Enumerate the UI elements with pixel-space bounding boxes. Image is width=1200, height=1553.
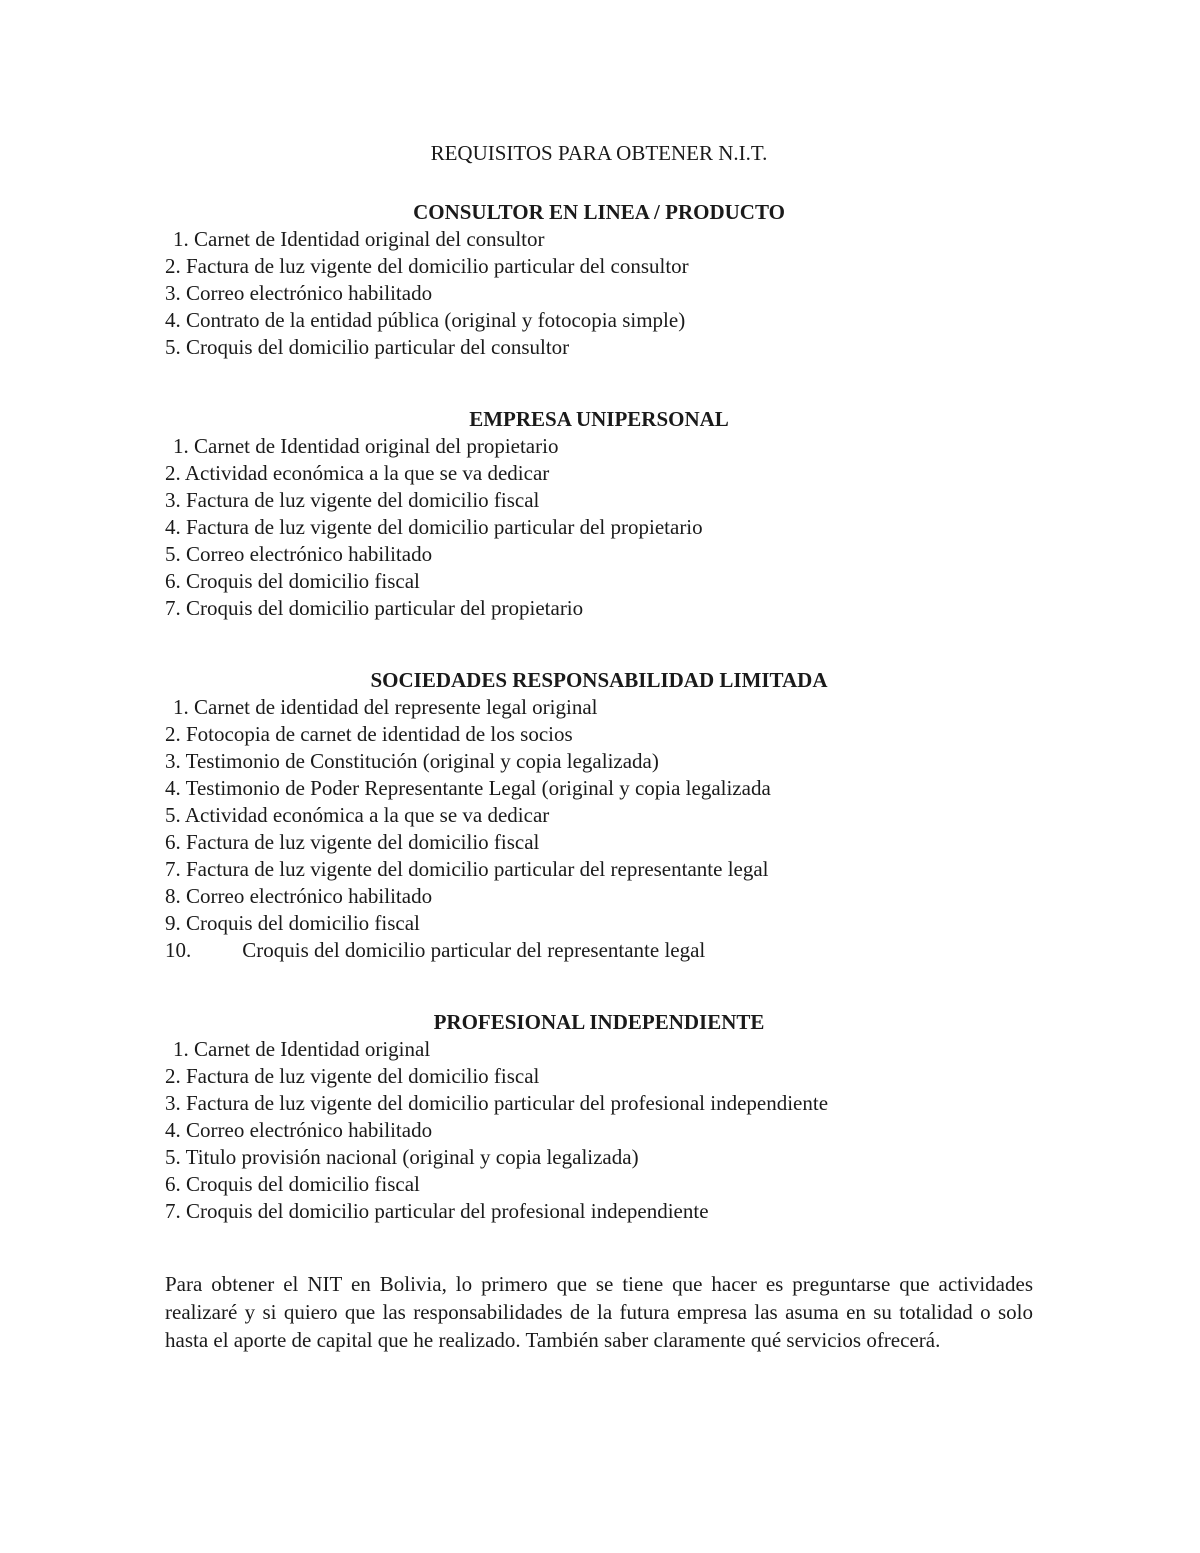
list-item [165, 856, 1033, 883]
item-number: 3. [165, 488, 181, 512]
item-number: 1. [173, 695, 189, 719]
section-heading: EMPRESA UNIPERSONAL [469, 407, 729, 431]
item-number: 1. [173, 227, 189, 251]
list-item [165, 541, 1033, 568]
item-text: Testimonio de Poder Representante Legal (original y copia legalizada [185, 776, 771, 800]
list-item [165, 748, 1033, 775]
item-number: 4. [165, 1118, 181, 1142]
list-item [165, 514, 1033, 541]
item-text: Carnet de identidad del represente legal original [194, 695, 598, 719]
item-text: Factura de luz vigente del domicilio particular del representante legal [186, 857, 769, 881]
item-text: Titulo provisión nacional (original y copia legalizada) [185, 1145, 639, 1169]
list-item [165, 883, 1033, 910]
item-text: Factura de luz vigente del domicilio fiscal [186, 1064, 540, 1088]
list-item [165, 937, 1033, 964]
list-item [165, 595, 1033, 622]
section-heading: CONSULTOR EN LINEA / PRODUCTO [413, 200, 785, 224]
item-number: 2. [165, 1064, 181, 1088]
requirements-section [165, 199, 1033, 361]
item-text: Factura de luz vigente del domicilio fiscal [186, 488, 540, 512]
item-text: Correo electrónico habilitado [186, 281, 433, 305]
section-heading: PROFESIONAL INDEPENDIENTE [433, 1010, 765, 1034]
item-number: 1. [173, 1037, 189, 1061]
sections-container [165, 199, 1033, 1225]
item-number: 2. [165, 722, 181, 746]
item-number: 5. [165, 803, 181, 827]
section-heading: SOCIEDADES RESPONSABILIDAD LIMITADA [370, 668, 828, 692]
requirements-list [165, 1036, 1033, 1225]
item-text: Croquis del domicilio particular del consultor [186, 335, 570, 359]
list-item [165, 487, 1033, 514]
item-number: 4. [165, 776, 181, 800]
list-item [165, 280, 1033, 307]
closing-paragraph: Para obtener el NIT en Bolivia, lo primero que se tiene que hacer es preguntarse que actividades realizaré y si quiero que las responsabilidades de la futura empresa las asuma en su totalidad o solo hasta el aporte de capital que he realizado. También saber claramente qué servicios ofrecerá. [165, 1272, 1033, 1352]
requirements-section [165, 406, 1033, 622]
list-item [165, 226, 1033, 253]
item-number: 6. [165, 1172, 181, 1196]
item-text: Contrato de la entidad pública (original y fotocopia simple) [186, 308, 686, 332]
list-item [165, 1090, 1033, 1117]
document-title: REQUISITOS PARA OBTENER N.I.T. [430, 141, 768, 165]
item-text: Croquis del domicilio fiscal [186, 1172, 420, 1196]
list-item [165, 253, 1033, 280]
list-item [165, 1063, 1033, 1090]
item-number: 10. [165, 938, 192, 962]
item-number: 6. [165, 830, 181, 854]
list-item [165, 1036, 1033, 1063]
requirements-list [165, 226, 1033, 361]
list-item [165, 1117, 1033, 1144]
item-number: 7. [165, 1199, 181, 1223]
list-item [165, 721, 1033, 748]
item-text: Factura de luz vigente del domicilio particular del profesional independiente [186, 1091, 829, 1115]
item-text: Carnet de Identidad original [194, 1037, 431, 1061]
item-number: 2. [165, 461, 181, 485]
item-text: Actividad económica a la que se va dedicar [184, 461, 550, 485]
list-item [165, 334, 1033, 361]
item-text: Factura de luz vigente del domicilio particular del propietario [186, 515, 703, 539]
item-number: 5. [165, 542, 181, 566]
item-number: 3. [165, 281, 181, 305]
item-text: Carnet de Identidad original del propietario [194, 434, 559, 458]
list-item [165, 1198, 1033, 1225]
item-text: Factura de luz vigente del domicilio fiscal [186, 830, 540, 854]
item-number: 5. [165, 1145, 181, 1169]
item-number: 8. [165, 884, 181, 908]
item-text: Carnet de Identidad original del consultor [194, 227, 545, 251]
item-text: Correo electrónico habilitado [186, 542, 433, 566]
item-text: Actividad económica a la que se va dedicar [184, 803, 550, 827]
list-item [165, 1171, 1033, 1198]
item-text: Testimonio de Constitución (original y copia legalizada) [185, 749, 659, 773]
item-number: 9. [165, 911, 181, 935]
requirements-section [165, 667, 1033, 964]
item-number: 2. [165, 254, 181, 278]
list-item [165, 910, 1033, 937]
list-item [165, 568, 1033, 595]
item-number: 7. [165, 857, 181, 881]
item-number: 3. [165, 1091, 181, 1115]
item-number: 4. [165, 515, 181, 539]
item-text: Fotocopia de carnet de identidad de los socios [186, 722, 573, 746]
item-number: 4. [165, 308, 181, 332]
item-number: 1. [173, 434, 189, 458]
item-text: Correo electrónico habilitado [186, 884, 433, 908]
item-text: Croquis del domicilio fiscal [186, 911, 420, 935]
requirements-list [165, 433, 1033, 622]
item-number: 6. [165, 569, 181, 593]
document-page [165, 140, 1033, 1354]
list-item [165, 307, 1033, 334]
item-text: Croquis del domicilio particular del representante legal [242, 938, 706, 962]
item-number: 3. [165, 749, 181, 773]
item-text: Croquis del domicilio particular del propietario [186, 596, 584, 620]
item-text: Correo electrónico habilitado [186, 1118, 433, 1142]
list-item [165, 775, 1033, 802]
requirements-list [165, 694, 1033, 964]
item-text: Croquis del domicilio fiscal [186, 569, 420, 593]
item-text: Croquis del domicilio particular del profesional independiente [186, 1199, 709, 1223]
list-item [165, 460, 1033, 487]
list-item [165, 802, 1033, 829]
item-text: Factura de luz vigente del domicilio particular del consultor [186, 254, 689, 278]
requirements-section [165, 1009, 1033, 1225]
item-number: 7. [165, 596, 181, 620]
list-item [165, 694, 1033, 721]
list-item [165, 433, 1033, 460]
list-item [165, 829, 1033, 856]
list-item [165, 1144, 1033, 1171]
item-number: 5. [165, 335, 181, 359]
